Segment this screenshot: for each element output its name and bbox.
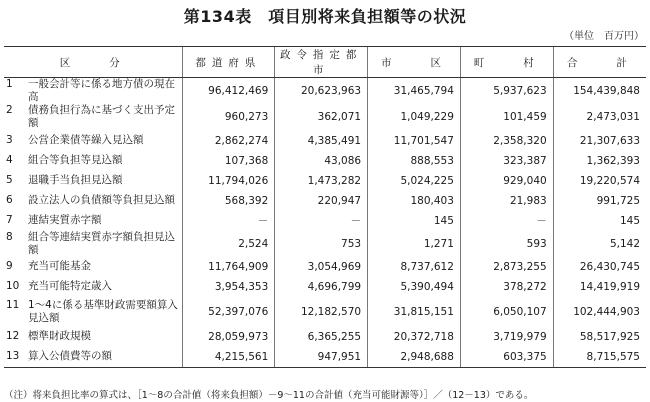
- header-prefectures: 都道府県: [182, 47, 275, 78]
- table-row: [4, 297, 646, 327]
- designated-cities-value: 362,071: [275, 104, 368, 130]
- unit-label: （単位 百万円）: [564, 31, 644, 42]
- total-value: 14,419,919: [553, 277, 646, 297]
- towns-villages-value: 5,937,623: [460, 78, 553, 105]
- total-value: 5,142: [553, 231, 646, 257]
- header-towns-villages: 町 村: [460, 47, 553, 78]
- cities-wards-value: 5,024,225: [368, 171, 461, 191]
- prefectures-value: 960,273: [182, 104, 275, 130]
- row-label-cell: [4, 327, 182, 347]
- prefectures-value: 2,862,274: [182, 131, 275, 151]
- header-cities-wards: 市 区: [368, 47, 461, 78]
- row-label: 標準財政規模: [28, 330, 91, 343]
- header-row: [4, 47, 646, 78]
- towns-villages-value: 593: [460, 231, 553, 257]
- cities-wards-value: 31,465,794: [368, 78, 461, 105]
- prefectures-value: 28,059,973: [182, 327, 275, 347]
- table-row: [4, 211, 646, 231]
- prefectures-value: 52,397,076: [182, 297, 275, 327]
- cities-wards-value: 31,815,151: [368, 297, 461, 327]
- row-number: 8: [6, 230, 13, 243]
- designated-cities-value: 12,182,570: [275, 297, 368, 327]
- cities-wards-value: 145: [368, 211, 461, 231]
- row-label-cell: [4, 191, 182, 211]
- row-label-cell: [4, 151, 182, 171]
- total-value: 58,517,925: [553, 327, 646, 347]
- row-number: 13: [6, 350, 20, 363]
- designated-cities-value: 6,365,255: [275, 327, 368, 347]
- table-row: [4, 131, 646, 151]
- prefectures-value: 11,764,909: [182, 257, 275, 277]
- designated-cities-value: 3,054,969: [275, 257, 368, 277]
- row-label-cell: [4, 277, 182, 297]
- table-row: [4, 191, 646, 211]
- footnote: （注）将来負担比率の算式は、［1～8の合計値（将来負担額）－9～11の合計値（充当可能財源等）］／（12－13）である。: [4, 390, 534, 401]
- total-value: 21,307,633: [553, 131, 646, 151]
- towns-villages-value: 378,272: [460, 277, 553, 297]
- total-value: 26,430,745: [553, 257, 646, 277]
- row-number: 7: [6, 213, 13, 226]
- table-row: [4, 347, 646, 368]
- row-label-cell: [4, 231, 182, 257]
- row-label-cell: [4, 347, 182, 368]
- row-number: 10: [6, 280, 20, 293]
- row-label: 組合等負担等見込額: [28, 153, 123, 166]
- row-label: 債務負担行為に基づく支出予定額: [28, 104, 175, 130]
- prefectures-value: 11,794,026: [182, 171, 275, 191]
- row-label-cell: [4, 171, 182, 191]
- cities-wards-value: 11,701,547: [368, 131, 461, 151]
- page-title: 第134表 項目別将来負担額等の状況: [183, 7, 467, 26]
- row-label-cell: [4, 211, 182, 231]
- table-row: [4, 151, 646, 171]
- towns-villages-value: 6,050,107: [460, 297, 553, 327]
- row-number: 3: [6, 133, 13, 146]
- prefectures-value: 107,368: [182, 151, 275, 171]
- total-value: 145: [553, 211, 646, 231]
- prefectures-value: 3,954,353: [182, 277, 275, 297]
- prefectures-value: 568,392: [182, 191, 275, 211]
- total-value: 154,439,848: [553, 78, 646, 105]
- row-label-cell: [4, 78, 182, 105]
- total-value: 2,473,031: [553, 104, 646, 130]
- designated-cities-value: 4,696,799: [275, 277, 368, 297]
- row-label: 公営企業債等繰入見込額: [28, 133, 144, 146]
- header-total: 合 計: [553, 47, 646, 78]
- row-label: 算入公債費等の額: [28, 350, 112, 363]
- designated-cities-value: 1,473,282: [275, 171, 368, 191]
- row-number: 6: [6, 193, 13, 206]
- row-label: 1～4に係る基準財政需要額算入見込額: [28, 298, 178, 324]
- designated-cities-value: 20,623,963: [275, 78, 368, 105]
- designated-cities-value: 43,086: [275, 151, 368, 171]
- row-label: 一般会計等に係る地方債の現在高: [28, 78, 175, 104]
- future-burden-table: [4, 46, 646, 368]
- row-label: 設立法人の負債額等負担見込額: [28, 193, 175, 206]
- table-row: [4, 327, 646, 347]
- cities-wards-value: 5,390,494: [368, 277, 461, 297]
- table-row: [4, 171, 646, 191]
- total-value: 19,220,574: [553, 171, 646, 191]
- total-value: 991,725: [553, 191, 646, 211]
- row-number: 11: [6, 298, 20, 311]
- towns-villages-value: 21,983: [460, 191, 553, 211]
- cities-wards-value: 20,372,718: [368, 327, 461, 347]
- row-label-cell: [4, 257, 182, 277]
- row-label-cell: [4, 104, 182, 130]
- row-label-cell: [4, 131, 182, 151]
- header-designated-cities: 政令指定都市: [275, 47, 368, 78]
- towns-villages-value: 2,873,255: [460, 257, 553, 277]
- prefectures-value: 2,524: [182, 231, 275, 257]
- row-label: 充当可能基金: [28, 260, 91, 273]
- total-value: 102,444,903: [553, 297, 646, 327]
- cities-wards-value: 1,271: [368, 231, 461, 257]
- row-number: 1: [6, 78, 13, 90]
- table-row: [4, 78, 646, 105]
- cities-wards-value: 8,737,612: [368, 257, 461, 277]
- table-row: [4, 277, 646, 297]
- row-label: 充当可能特定歳入: [28, 280, 112, 293]
- row-label: 退職手当負担見込額: [28, 173, 123, 186]
- towns-villages-value: 603,375: [460, 347, 553, 368]
- row-number: 5: [6, 173, 13, 186]
- prefectures-value: －: [182, 211, 275, 231]
- row-number: 9: [6, 260, 13, 273]
- towns-villages-value: 3,719,979: [460, 327, 553, 347]
- row-label: 組合等連結実質赤字額負担見込額: [28, 230, 175, 256]
- designated-cities-value: 947,951: [275, 347, 368, 368]
- table-row: [4, 104, 646, 130]
- header-category: 区 分: [4, 47, 182, 78]
- table-body: [4, 78, 646, 368]
- towns-villages-value: 2,358,320: [460, 131, 553, 151]
- designated-cities-value: －: [275, 211, 368, 231]
- total-value: 8,715,575: [553, 347, 646, 368]
- row-number: 4: [6, 153, 13, 166]
- cities-wards-value: 1,049,229: [368, 104, 461, 130]
- towns-villages-value: 101,459: [460, 104, 553, 130]
- cities-wards-value: 2,948,688: [368, 347, 461, 368]
- towns-villages-value: 929,040: [460, 171, 553, 191]
- row-label-cell: [4, 297, 182, 327]
- cities-wards-value: 180,403: [368, 191, 461, 211]
- table-row: [4, 257, 646, 277]
- towns-villages-value: －: [460, 211, 553, 231]
- designated-cities-value: 220,947: [275, 191, 368, 211]
- towns-villages-value: 323,387: [460, 151, 553, 171]
- cities-wards-value: 888,553: [368, 151, 461, 171]
- row-label: 連結実質赤字額: [28, 213, 102, 226]
- table-row: [4, 231, 646, 257]
- prefectures-value: 96,412,469: [182, 78, 275, 105]
- designated-cities-value: 753: [275, 231, 368, 257]
- total-value: 1,362,393: [553, 151, 646, 171]
- table-header: [4, 47, 646, 78]
- prefectures-value: 4,215,561: [182, 347, 275, 368]
- row-number: 2: [6, 104, 13, 117]
- designated-cities-value: 4,385,491: [275, 131, 368, 151]
- row-number: 12: [6, 330, 20, 343]
